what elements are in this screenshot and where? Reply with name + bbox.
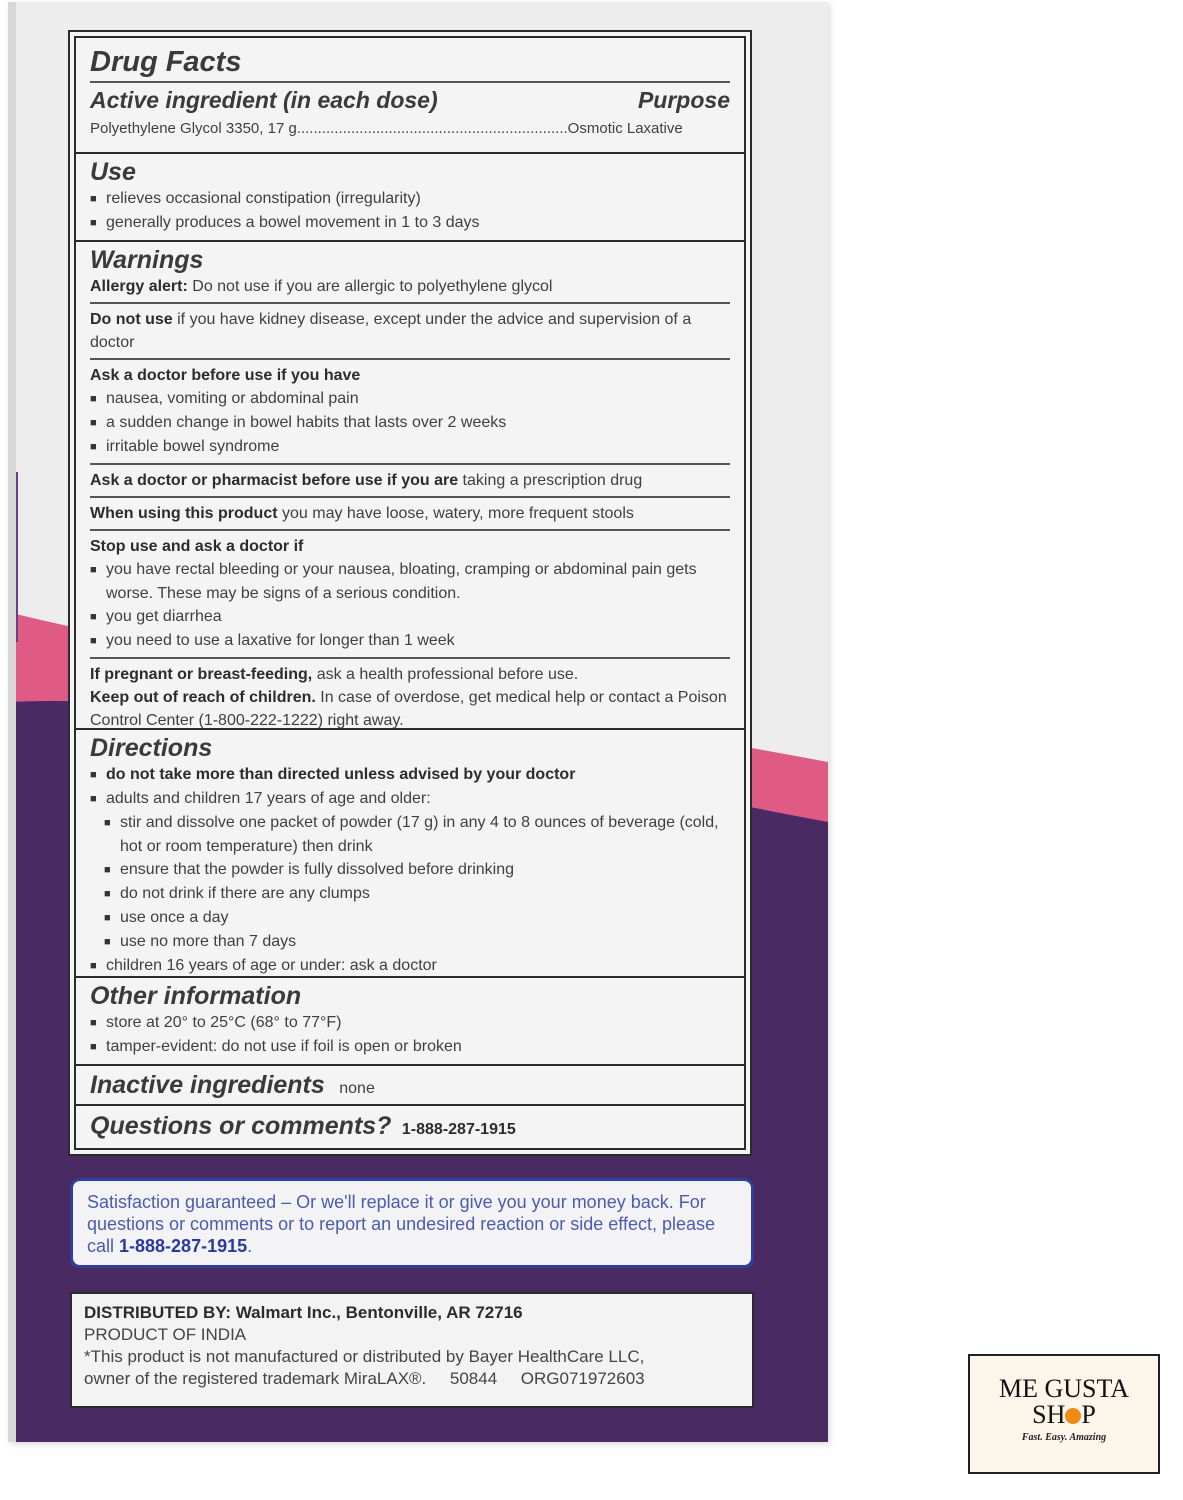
purpose-heading: Purpose bbox=[637, 87, 730, 113]
keep-out-label: Keep out of reach of children. bbox=[90, 689, 316, 706]
list-item: ■ you have rectal bleeding or your nausea, bloating, cramping or abdominal pain gets worse. These may be signs of a serious condition. bbox=[90, 558, 730, 605]
stop-use-heading: Stop use and ask a doctor if bbox=[90, 538, 304, 555]
satisfaction-box bbox=[70, 1178, 754, 1268]
divider bbox=[90, 657, 730, 659]
keep-out-text: In case of overdose, get medical help or contact a Poison Control Center (1-800-222-1222) right away. bbox=[90, 689, 727, 729]
divider bbox=[90, 463, 730, 465]
use-section bbox=[74, 152, 746, 242]
questions-heading: Questions or comments? bbox=[90, 1112, 392, 1140]
logo-line-2a: SH bbox=[1032, 1400, 1066, 1429]
do-not-use-label: Do not use bbox=[90, 311, 173, 328]
package-edge bbox=[8, 2, 16, 1442]
list-item: ■ use once a day bbox=[90, 906, 730, 930]
divider bbox=[90, 496, 730, 498]
list-item: ■ tamper-evident: do not use if foil is open or broken bbox=[90, 1035, 730, 1059]
do-not-use-text: if you have kidney disease, except under the advice and supervision of a doctor bbox=[90, 311, 692, 351]
inactive-ingredients-text: none bbox=[339, 1080, 375, 1097]
list-item: ■ do not take more than directed unless advised by your doctor bbox=[90, 763, 730, 787]
when-using-text: you may have loose, watery, more frequent stools bbox=[277, 505, 634, 522]
pharmacist-text: taking a prescription drug bbox=[458, 472, 643, 489]
satisfaction-end: . bbox=[247, 1236, 253, 1256]
list-item: ■ relieves occasional constipation (irregularity) bbox=[90, 187, 730, 211]
pharmacist-label: Ask a doctor or pharmacist before use if you are bbox=[90, 472, 459, 489]
list-item: ■ stir and dissolve one packet of powder (17 g) in any 4 to 8 ounces of beverage (cold, hot or room temperature) then drink bbox=[90, 811, 730, 858]
drug-facts-title: Drug Facts bbox=[90, 46, 242, 78]
list-item: ■ you get diarrhea bbox=[90, 605, 730, 629]
directions-heading: Directions bbox=[90, 734, 213, 762]
divider bbox=[90, 529, 730, 531]
ask-doctor-heading: Ask a doctor before use if you have bbox=[90, 367, 361, 384]
satisfaction-phone: 1-888-287-1915 bbox=[119, 1236, 248, 1256]
warnings-section bbox=[74, 240, 746, 730]
list-item: ■ adults and children 17 years of age and older: bbox=[90, 787, 730, 811]
logo-line-1: ME GUSTA bbox=[998, 1374, 1130, 1403]
list-item: ■ nausea, vomiting or abdominal pain bbox=[90, 387, 730, 411]
inactive-ingredients-heading: Inactive ingredients bbox=[90, 1071, 325, 1099]
other-information-heading: Other information bbox=[90, 982, 302, 1010]
pregnant-label: If pregnant or breast-feeding, bbox=[90, 666, 313, 683]
list-item: ■ a sudden change in bowel habits that lasts over 2 weeks bbox=[90, 411, 730, 435]
divider bbox=[90, 81, 730, 83]
pregnant-text: ask a health professional before use. bbox=[312, 666, 579, 683]
list-item: ■ irritable bowel syndrome bbox=[90, 435, 730, 459]
disclaimer-line: *This product is not manufactured or distributed by Bayer HealthCare LLC, bbox=[84, 1347, 645, 1366]
list-item: ■ you need to use a laxative for longer than 1 week bbox=[90, 629, 730, 653]
list-item: ■ use no more than 7 days bbox=[90, 930, 730, 954]
list-item: ■ generally produces a bowel movement in 1 to 3 days bbox=[90, 211, 730, 235]
drug-facts-panel bbox=[68, 30, 752, 1156]
warnings-heading: Warnings bbox=[90, 246, 204, 274]
logo-line-2b: P bbox=[1081, 1400, 1096, 1429]
allergy-label: Allergy alert: bbox=[90, 278, 188, 295]
inactive-ingredients-section bbox=[74, 1064, 746, 1106]
other-information-section bbox=[74, 976, 746, 1066]
list-item: ■ ensure that the powder is fully dissolved before drinking bbox=[90, 858, 730, 882]
shop-logo bbox=[968, 1354, 1160, 1474]
divider bbox=[90, 302, 730, 304]
logo-tagline: Fast. Easy. Amazing bbox=[1021, 1432, 1107, 1443]
distributor-box bbox=[70, 1292, 754, 1408]
satisfaction-text: Satisfaction guaranteed – Or we'll replace it or give you your money back. For questions or comments or to report an undesired reaction or side effect, please call bbox=[87, 1192, 716, 1256]
questions-section bbox=[74, 1104, 746, 1150]
active-ingredient-section bbox=[74, 36, 746, 154]
divider bbox=[90, 358, 730, 360]
active-ingredient-heading: Active ingredient (in each dose) bbox=[90, 87, 438, 113]
list-item: ■ store at 20° to 25°C (68° to 77°F) bbox=[90, 1011, 730, 1035]
distributor-line: DISTRIBUTED BY: Walmart Inc., Bentonville, AR 72716 bbox=[84, 1303, 523, 1322]
when-using-label: When using this product bbox=[90, 505, 278, 522]
origin-line: PRODUCT OF INDIA bbox=[84, 1325, 247, 1344]
allergy-text: Do not use if you are allergic to polyethylene glycol bbox=[187, 278, 553, 295]
list-item: ■ do not drink if there are any clumps bbox=[90, 882, 730, 906]
orange-icon bbox=[1065, 1408, 1081, 1424]
questions-phone: 1-888-287-1915 bbox=[401, 1121, 516, 1138]
use-heading: Use bbox=[90, 158, 136, 186]
active-ingredient-line: Polyethylene Glycol 3350, 17 g.................................................................Osmotic Laxative bbox=[90, 120, 683, 137]
directions-section bbox=[74, 728, 746, 978]
trademark-line: owner of the registered trademark MiraLAX®. 50844 ORG071972603 bbox=[84, 1369, 645, 1388]
list-item: ■ children 16 years of age or under: ask a doctor bbox=[90, 954, 730, 978]
